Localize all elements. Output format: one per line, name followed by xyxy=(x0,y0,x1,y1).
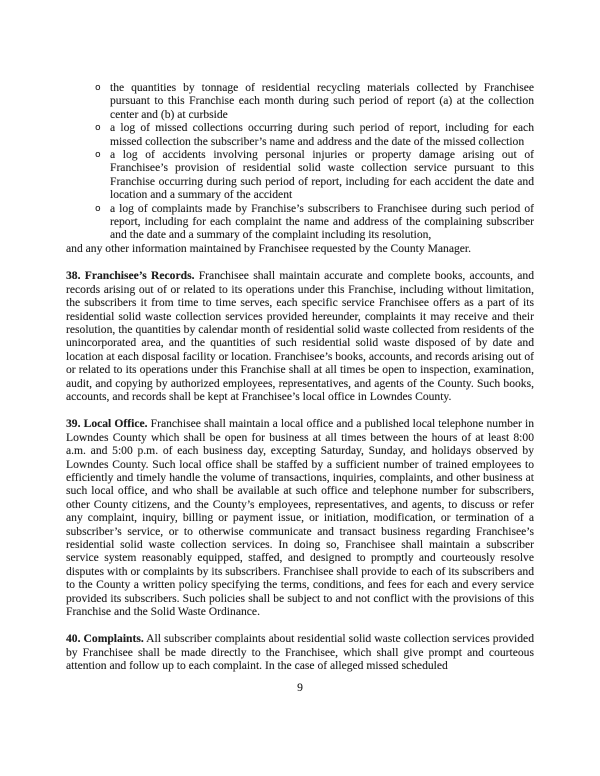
bullet-item xyxy=(95,148,534,202)
bullet-item xyxy=(95,81,534,121)
circle-bullet-icon: o xyxy=(95,82,101,93)
section-39-paragraph xyxy=(66,417,534,618)
section-39-heading: 39. Local Office. xyxy=(66,417,148,431)
bullet-list xyxy=(66,81,534,242)
section-39-body: Franchisee shall maintain a local office and a published local telephone number in Lowndes County which shall be open for business at all times between the hours of at least 8:00 a.m. and 5:00 p.m. of each business day, excepting Saturday, Sunday, and holidays observed by Lowndes County. Such local office shall be staffed by a sufficient number of trained employees to efficiently and timely handle the volume of transactions, inquiries, complaints, and other business at such local office, and who shall be available at such office and telephone number for subscribers, other County citizens, and the County’s employees, representatives, and agents, to discuss or refer any complaint, inquiry, billing or payment issue, or initiation, modification, or termination of a subscriber’s service, or to otherwise communicate and transact business regarding Franchisee’s residential solid waste collection services. In doing so, Franchisee shall maintain a subscriber service system reasonably equipped, staffed, and designed to promptly and courteously resolve disputes with or complaints by its subscribers. Franchisee shall provide to each of its subscribers and to the County a written policy specifying the terms, conditions, and fees for each and every service provided its subscribers. Such policies shall be subject to and not conflict with the provisions of this Franchise and the Solid Waste Ordinance. xyxy=(66,417,535,619)
bullet-text: a log of complaints made by Franchise’s subscribers to Franchisee during such period of report, including for each complaint the name and address of the complaining subscriber and the date and a summary of the complaint including its resolution, xyxy=(110,201,534,242)
list-closing-line: and any other information maintained by Franchisee requested by the County Manager. xyxy=(66,241,472,255)
circle-bullet-icon: o xyxy=(95,122,101,134)
section-38-heading: 38. Franchisee’s Records. xyxy=(66,269,195,283)
section-38-paragraph xyxy=(66,269,534,403)
bullet-item xyxy=(95,202,534,242)
bullet-text: a log of missed collections occurring during such period of report, including for each missed collection the subscriber’s name and address and the date of the missed collection xyxy=(110,121,534,148)
bullet-item xyxy=(95,121,534,148)
page-content xyxy=(66,81,534,694)
section-40-body: All subscriber complaints about residential solid waste collection services provided by Franchisee shall be made directly to the Franchisee, which shall give prompt and courteous attention and follow up to each complaint. In the case of alleged missed scheduled xyxy=(66,632,535,673)
circle-bullet-icon: o xyxy=(95,149,101,161)
bullet-text: the quantities by tonnage of residential recycling materials collected by Franchisee pursuant to this Franchise each month during such period of report (a) at the collection center and (b) at curbside xyxy=(110,81,534,121)
section-40-paragraph xyxy=(66,632,534,672)
section-40-heading: 40. Complaints. xyxy=(66,632,144,646)
section-38-body: Franchisee shall maintain accurate and complete books, accounts, and records arising out of or related to its operations under this Franchise, including without limitation, the subscribers it from time to time serves, each specific service Franchisee offers as a part of its residential solid waste collection services provided hereunder, complaints it may receive and their resolution, the quantities by calendar month of residential solid waste collected from residents of the unincorporated area, and the quantities of such residential solid waste disposed of by date and location at each disposal facility or location. Franchisee’s books, accounts, and records arising out of or related to its operations under this Franchise shall at all times be open to inspection, examination, audit, and copying by authorized employees, representatives, and agents of the County. Such books, accounts, and records shall be kept at Franchisee’s local office in Lowndes County. xyxy=(66,269,534,403)
circle-bullet-icon: o xyxy=(95,202,101,214)
bullet-text: a log of accidents involving personal injuries or property damage arising out of Franchisee’s provision of residential solid waste collection service pursuant to this Franchise occurring during such period of report, including for each accident the date and location and a summary of the accident xyxy=(110,148,534,202)
page-number: 9 xyxy=(297,680,303,694)
